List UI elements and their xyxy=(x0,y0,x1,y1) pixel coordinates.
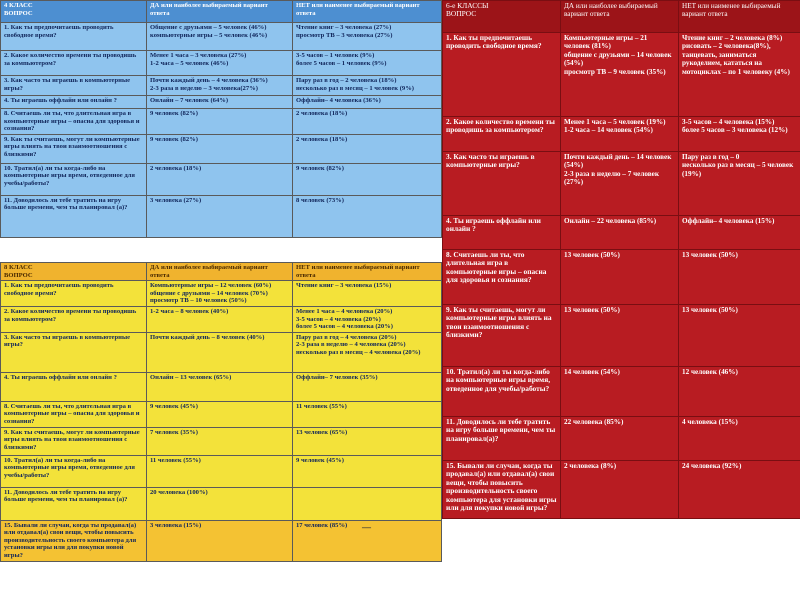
grade8-cell-q: 11. Доводилось ли тебе тратить на игру больше времени, чем ты планировал (а)? xyxy=(1,487,147,520)
grade4-cell-no: Оффлайн– 4 человека (36%) xyxy=(293,96,442,109)
grade6-row xyxy=(443,33,800,117)
grade4-cell-q: 9. Как ты считаешь, могут ли компьютерные игры влиять на твои взаимоотношения с близкими? xyxy=(1,134,147,163)
grade8-row xyxy=(1,455,442,487)
grade6-cell-q: 4. Ты играешь оффлайн или онлайн ? xyxy=(443,216,561,250)
grade8-body xyxy=(1,263,442,562)
grade8-cell-yes: 11 человек (55%) xyxy=(147,455,293,487)
grade4-cell-no: 9 человек (82%) xyxy=(293,163,442,195)
grade4-cell-q: 4. Ты играешь оффлайн или онлайн ? xyxy=(1,96,147,109)
grade8-cell-yes: Почти каждый день – 8 человек (40%) xyxy=(147,332,293,372)
grade8-cell-no: 13 человек (65%) xyxy=(293,427,442,455)
grade6-row xyxy=(443,152,800,216)
grade4-cell-yes: Менее 1 часа – 3 человека (27%) 1-2 часа – 5 человек (46%) xyxy=(147,51,293,76)
grade4-row xyxy=(1,23,442,51)
grade8-row xyxy=(1,487,442,520)
grade6-cell-q: 11. Доводилось ли тебе тратить на игру больше времени, чем ты планировал(а)? xyxy=(443,417,561,461)
dash-mark: — xyxy=(362,522,371,532)
grade8-cell-no: Чтение книг – 3 человека (15%) xyxy=(293,281,442,307)
grade4-row xyxy=(1,51,442,76)
grade8-cell-q: 10. Тратил(а) ли ты когда-либо на компьютерные игры время, отведенное для учебы/работы? xyxy=(1,455,147,487)
grade6-cell-yes: 13 человек (50%) xyxy=(561,305,679,367)
grade6-cell-q: 10. Тратил(а) ли ты когда-либо на компьютерные игры время, отведенное для учебы/работы? xyxy=(443,367,561,417)
grade6-cell-no: 13 человек (50%) xyxy=(679,305,800,367)
grade6-cell-q: 9. Как ты считаешь, могут ли компьютерные игры влиять на твои взаимоотношения с близкими? xyxy=(443,305,561,367)
grade8-cell-yes: 20 человека (100%) xyxy=(147,487,293,520)
grade8-cell-q: 1. Как ты предпочитаешь проводить свободное время? xyxy=(1,281,147,307)
grade6-cell-no: 13 человек (50%) xyxy=(679,250,800,305)
grade4-cell-yes: 3 человека (27%) xyxy=(147,195,293,237)
grade6-cell-q: 1. Как ты предпочитаешь проводить свободное время? xyxy=(443,33,561,117)
grade8-row xyxy=(1,306,442,332)
grade6-header-q: 6-е КЛАССЫ ВОПРОС xyxy=(443,1,561,33)
grade6-cell-yes: Онлайн – 22 человека (85%) xyxy=(561,216,679,250)
grade6-row xyxy=(443,367,800,417)
grade6-row xyxy=(443,216,800,250)
grade6-cell-yes: 2 человека (8%) xyxy=(561,461,679,519)
grade6-cell-yes: 13 человек (50%) xyxy=(561,250,679,305)
grade4-cell-yes: 2 человека (18%) xyxy=(147,163,293,195)
grade6-header-no: НЕТ или наименее выбираемый вариант ответа xyxy=(679,1,800,33)
grade8-cell-q: 4. Ты играешь оффлайн или онлайн ? xyxy=(1,372,147,401)
grade4-body xyxy=(1,1,442,238)
grade6-body xyxy=(443,1,800,519)
grade6-cell-yes: Менее 1 часа – 5 человек (19%) 1-2 часа – 14 человек (54%) xyxy=(561,117,679,152)
grade6-row xyxy=(443,461,800,519)
grade6-row xyxy=(443,417,800,461)
grade4-cell-no: 2 человека (18%) xyxy=(293,134,442,163)
grade4-row xyxy=(1,109,442,135)
grade4-table xyxy=(0,0,442,238)
grade4-header-no: НЕТ или наименее выбираемый вариант ответа xyxy=(293,1,442,23)
grade4-header-yes: ДА или наиболее выбираемый вариант ответа xyxy=(147,1,293,23)
grade4-cell-no: Чтение книг – 3 человека (27%) просмотр ТВ – 3 человека (27%) xyxy=(293,23,442,51)
grade8-row xyxy=(1,427,442,455)
grade4-cell-no: 3-5 часов – 1 человек (9%) более 5 часов – 1 человек (9%) xyxy=(293,51,442,76)
grade8-cell-no: 9 человек (45%) xyxy=(293,455,442,487)
grade4-cell-no: 2 человека (18%) xyxy=(293,109,442,135)
grade8-header-q: 8 КЛАСС ВОПРОС xyxy=(1,263,147,281)
grade8-cell-yes: Компьютерные игры – 12 человек (60%) общение с друзьями – 14 человек (70%) просмотр ТВ – 10 человек (50%) xyxy=(147,281,293,307)
grade6-cell-yes: 22 человека (85%) xyxy=(561,417,679,461)
grade6-cell-no: 3-5 часов – 4 человека (15%) более 5 часов – 3 человека (12%) xyxy=(679,117,800,152)
grade4-cell-yes: Почти каждый день – 4 человека (36%) 2-3 раза в неделю – 3 человека(27%) xyxy=(147,76,293,96)
grade4-cell-q: 8. Считаешь ли ты, что длительная игра в компьютерные игры – опасна для здоровья и сознания? xyxy=(1,109,147,135)
grade6-cell-q: 2. Какое количество времени ты проводишь за компьютером? xyxy=(443,117,561,152)
grade6-row xyxy=(443,305,800,367)
grade4-row xyxy=(1,163,442,195)
grade4-cell-q: 2. Какое количество времени ты проводишь за компьютером? xyxy=(1,51,147,76)
grade8-row xyxy=(1,332,442,372)
grade4-cell-yes: Онлайн – 7 человек (64%) xyxy=(147,96,293,109)
grade8-row xyxy=(1,401,442,427)
grade8-cell-no: Оффлайн– 7 человек (35%) xyxy=(293,372,442,401)
grade4-cell-q: 3. Как часто ты играешь в компьютерные игры? xyxy=(1,76,147,96)
grade6-cell-yes: Компьютерные игры – 21 человек (81%) общение с друзьями – 14 человек (54%) просмотр ТВ – 9 человек (35%) xyxy=(561,33,679,117)
grade4-row xyxy=(1,76,442,96)
grade6-row xyxy=(443,117,800,152)
grade8-cell-no: 11 человек (55%) xyxy=(293,401,442,427)
grade6-row xyxy=(443,250,800,305)
grade4-cell-yes: 9 человек (82%) xyxy=(147,134,293,163)
grade8-cell-q: 15. Бывали ли случаи, когда ты продавал(а) или отдавал(а) свои вещи, чтобы повысить производительность своего компьютера для установки игры или для покупки новой игры? xyxy=(1,520,147,561)
grade8-cell-q: 9. Как ты считаешь, могут ли компьютерные игры влиять на твои взаимоотношения с близкими? xyxy=(1,427,147,455)
grade6-cell-no: 12 человек (46%) xyxy=(679,367,800,417)
grade4-cell-q: 1. Как ты предпочитаешь проводить свободное время? xyxy=(1,23,147,51)
grade6-cell-yes: 14 человек (54%) xyxy=(561,367,679,417)
grade6-cell-no: Оффлайн– 4 человека (15%) xyxy=(679,216,800,250)
grade8-cell-yes: 1-2 часа – 8 человек (40%) xyxy=(147,306,293,332)
grade4-row xyxy=(1,195,442,237)
grade4-cell-q: 10. Тратил(а) ли ты когда-либо на компьютерные игры время, отведенное для учебы/работы? xyxy=(1,163,147,195)
grade4-cell-no: Пару раз в год – 2 человека (18%) несколько раз в месяц – 1 человек (9%) xyxy=(293,76,442,96)
grade8-header-no: НЕТ или наименее выбираемый вариант ответа xyxy=(293,263,442,281)
grade8-cell-q: 8. Считаешь ли ты, что длительная игра в компьютерные игры – опасна для здоровья и сознания? xyxy=(1,401,147,427)
grade8-cell-no xyxy=(293,487,442,520)
grade6-table xyxy=(442,0,800,519)
grade4-header-row xyxy=(1,1,442,23)
grade8-header-yes: ДА или наиболее выбираемый вариант ответа xyxy=(147,263,293,281)
grade6-header-row xyxy=(443,1,800,33)
grade8-cell-no: 17 человек (85%) xyxy=(293,520,442,561)
grade6-cell-no: Пару раз в год – 0 несколько раз в месяц – 5 человек (19%) xyxy=(679,152,800,216)
grade4-cell-yes: 9 человек (82%) xyxy=(147,109,293,135)
grade8-cell-no: Менее 1 часа – 4 человека (20%) 3-5 часов – 4 человека (20%) более 5 часов – 4 человека (20%) xyxy=(293,306,442,332)
grade6-cell-no: Чтение книг – 2 человека (8%) рисовать – 2 человека(8%), танцевать, заниматься рукоделием, кататься на мотоциклах – по 1 человеку (4%) xyxy=(679,33,800,117)
grade4-cell-q: 11. Доводилось ли тебе тратить на игру больше времени, чем ты планировал (а)? xyxy=(1,195,147,237)
grade6-cell-yes: Почти каждый день – 14 человек (54%) 2-3 раза в неделю – 7 человек (27%) xyxy=(561,152,679,216)
grade8-cell-yes: Онлайн – 13 человек (65%) xyxy=(147,372,293,401)
grade8-cell-q: 3. Как часто ты играешь в компьютерные игры? xyxy=(1,332,147,372)
grade6-header-yes: ДА или наиболее выбираемый вариант ответа xyxy=(561,1,679,33)
grade6-cell-no: 4 человека (15%) xyxy=(679,417,800,461)
grade6-cell-no: 24 человека (92%) xyxy=(679,461,800,519)
grade8-cell-q: 2. Какое количество времени ты проводишь за компьютером? xyxy=(1,306,147,332)
grade8-row xyxy=(1,372,442,401)
grade8-header-row xyxy=(1,263,442,281)
grade8-cell-yes: 7 человек (35%) xyxy=(147,427,293,455)
grade8-row xyxy=(1,520,442,561)
grade6-cell-q: 15. Бывали ли случаи, когда ты продавал(а) или отдавал(а) свои вещи, чтобы повысить производительность своего компьютера для установки игры или для покупки новой игры? xyxy=(443,461,561,519)
grade8-table xyxy=(0,262,442,562)
grade8-cell-no: Пару раз в год – 4 человека (20%) 2-3 раза в неделю – 4 человека (20%) несколько раз в месяц – 4 человека (20%) xyxy=(293,332,442,372)
grade8-cell-yes: 9 человек (45%) xyxy=(147,401,293,427)
grade8-cell-yes: 3 человека (15%) xyxy=(147,520,293,561)
grade4-row xyxy=(1,134,442,163)
grade4-header-q: 4 КЛАСС ВОПРОС xyxy=(1,1,147,23)
grade4-cell-yes: Общение с друзьями – 5 человек (46%) компьютерные игры – 5 человек (46%) xyxy=(147,23,293,51)
grade6-cell-q: 3. Как часто ты играешь в компьютерные игры? xyxy=(443,152,561,216)
grade4-row xyxy=(1,96,442,109)
grade8-row xyxy=(1,281,442,307)
grade4-cell-no: 8 человек (73%) xyxy=(293,195,442,237)
grade6-cell-q: 8. Считаешь ли ты, что длительная игра в компьютерные игры – опасна для здоровья и сознания? xyxy=(443,250,561,305)
